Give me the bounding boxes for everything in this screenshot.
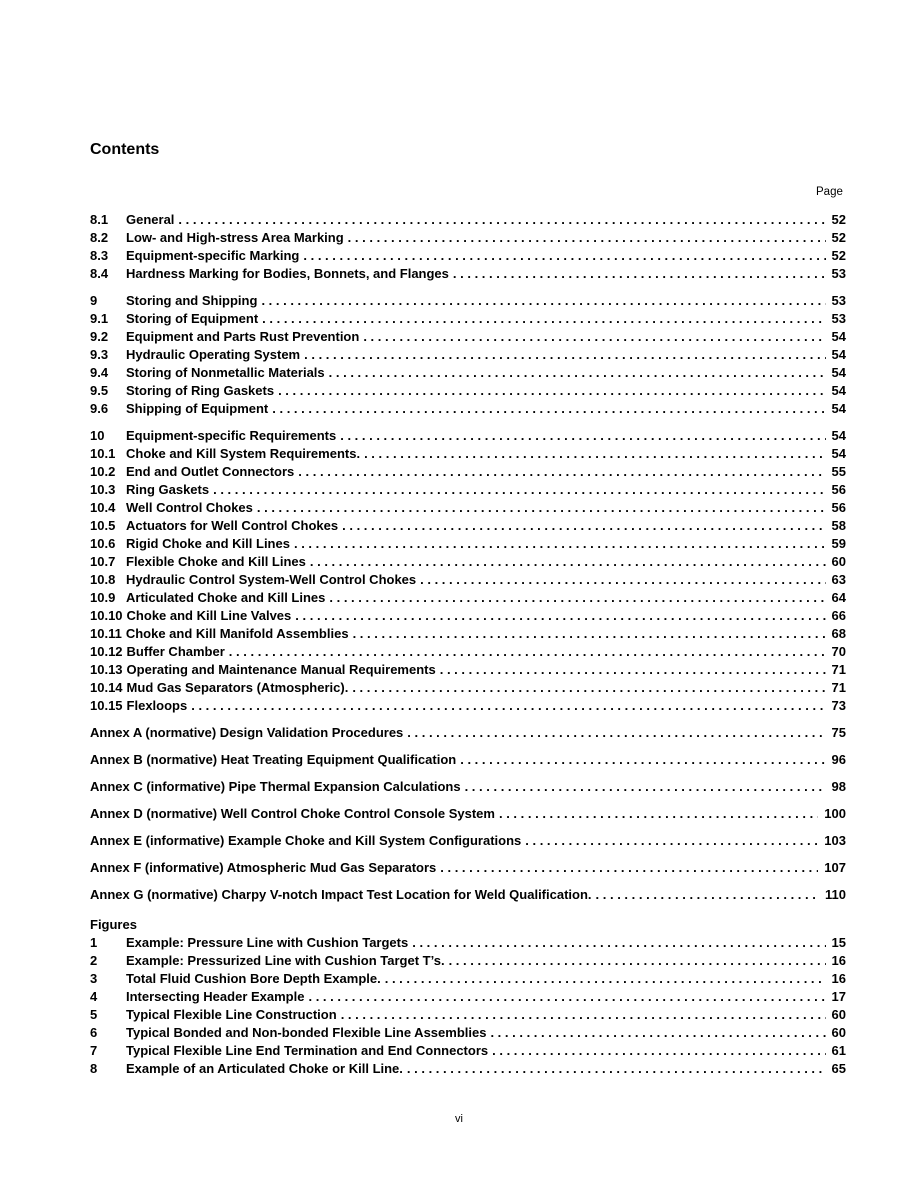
toc-entry[interactable] bbox=[90, 364, 846, 382]
toc-annex-entry[interactable] bbox=[90, 881, 846, 908]
toc-entry-title: Storing of Nonmetallic Materials bbox=[126, 365, 325, 380]
dot-leader bbox=[278, 382, 825, 400]
toc-entry-title: Typical Flexible Line End Termination and End Connectors bbox=[126, 1043, 489, 1058]
toc-entry-number: 10.4 bbox=[90, 500, 116, 515]
dot-leader bbox=[308, 988, 825, 1006]
toc-entry-number: 8.1 bbox=[90, 212, 109, 227]
toc-entry-title: Annex E (informative) Example Choke and Kill System Configurations bbox=[90, 833, 522, 848]
toc-entry-page: 59 bbox=[831, 536, 846, 551]
toc-entry-page: 68 bbox=[831, 626, 846, 641]
dot-leader bbox=[460, 746, 825, 773]
toc-entry-title: Hydraulic Control System-Well Control Chokes bbox=[126, 572, 417, 587]
dot-leader bbox=[453, 265, 826, 283]
toc-annex-entry[interactable] bbox=[90, 854, 846, 881]
toc-entry[interactable] bbox=[90, 382, 846, 400]
toc-entry[interactable] bbox=[90, 400, 846, 418]
toc-entry[interactable] bbox=[90, 247, 846, 265]
toc-entry-page: 61 bbox=[831, 1043, 846, 1058]
toc-entry-page: 56 bbox=[831, 500, 846, 515]
toc-entry-page: 100 bbox=[824, 806, 846, 821]
toc-entry-title: Storing of Ring Gaskets bbox=[126, 383, 275, 398]
toc-entry-title: Hardness Marking for Bodies, Bonnets, and Flanges bbox=[126, 266, 449, 281]
toc-entry-number: 10.14 bbox=[90, 680, 123, 695]
toc-entry-title: Equipment-specific Requirements bbox=[126, 428, 337, 443]
toc-entry-page: 17 bbox=[831, 989, 846, 1004]
toc-entry-number: 10.2 bbox=[90, 464, 116, 479]
toc-entry-number: 8.2 bbox=[90, 230, 109, 245]
toc-entry-number: 9.4 bbox=[90, 365, 109, 380]
toc-entry-page: 65 bbox=[831, 1061, 846, 1076]
toc-entry-page: 55 bbox=[831, 464, 846, 479]
toc-entry[interactable] bbox=[90, 517, 846, 535]
toc-entry-page: 54 bbox=[831, 365, 846, 380]
toc-entry-number: 10.5 bbox=[90, 518, 116, 533]
dot-leader bbox=[499, 800, 818, 827]
toc-entry-title: Annex F (informative) Atmospheric Mud Gas Separators bbox=[90, 860, 437, 875]
dot-leader bbox=[178, 211, 825, 229]
toc-entry-number: 10.7 bbox=[90, 554, 116, 569]
dot-leader bbox=[352, 679, 825, 697]
toc-entry-number: 9 bbox=[90, 293, 98, 308]
toc-entry-title: Well Control Chokes bbox=[126, 500, 253, 515]
toc-list bbox=[90, 211, 846, 1078]
dot-leader bbox=[407, 719, 825, 746]
toc-entry-title: Flexible Choke and Kill Lines bbox=[126, 554, 306, 569]
toc-entry-page: 54 bbox=[831, 347, 846, 362]
toc-entry-page: 54 bbox=[831, 329, 846, 344]
dot-leader bbox=[525, 827, 818, 854]
toc-entry-number: 2 bbox=[90, 953, 98, 968]
dot-leader bbox=[492, 1042, 825, 1060]
toc-entry-page: 71 bbox=[831, 662, 846, 677]
toc-entry-number: 10.10 bbox=[90, 608, 123, 623]
toc-entry-title: Flexloops bbox=[126, 698, 188, 713]
toc-entry-page: 16 bbox=[831, 971, 846, 986]
toc-entry-number: 10.3 bbox=[90, 482, 116, 497]
toc-entry[interactable] bbox=[90, 589, 846, 607]
toc-entry[interactable] bbox=[90, 310, 846, 328]
dot-leader bbox=[191, 697, 825, 715]
toc-entry[interactable] bbox=[90, 463, 846, 481]
toc-entry-page: 63 bbox=[831, 572, 846, 587]
toc-entry[interactable] bbox=[90, 346, 846, 364]
dot-leader bbox=[213, 481, 825, 499]
toc-entry-title: Annex C (informative) Pipe Thermal Expansion Calculations bbox=[90, 779, 461, 794]
dot-leader bbox=[310, 553, 826, 571]
toc-entry-page: 75 bbox=[831, 725, 846, 740]
toc-entry-page: 58 bbox=[831, 518, 846, 533]
toc-entry-page: 16 bbox=[831, 953, 846, 968]
dot-leader bbox=[465, 773, 826, 800]
toc-entry-title: Choke and Kill Manifold Assemblies bbox=[125, 626, 349, 641]
toc-entry-page: 53 bbox=[831, 293, 846, 308]
dot-leader bbox=[440, 661, 826, 679]
toc-figure-entry[interactable] bbox=[90, 1024, 846, 1042]
toc-entry-number: 9.6 bbox=[90, 401, 109, 416]
toc-entry[interactable] bbox=[90, 499, 846, 517]
toc-entry[interactable] bbox=[90, 328, 846, 346]
dot-leader bbox=[449, 952, 826, 970]
toc-entry-title: Intersecting Header Example bbox=[126, 989, 305, 1004]
toc-figure-entry[interactable] bbox=[90, 988, 846, 1006]
toc-entry-number: 10.9 bbox=[90, 590, 116, 605]
dot-leader bbox=[490, 1024, 825, 1042]
toc-entry-title: Choke and Kill System Requirements. bbox=[126, 446, 361, 461]
toc-entry-title: Storing and Shipping bbox=[126, 293, 258, 308]
toc-entry-number: 10.15 bbox=[90, 698, 123, 713]
toc-entry-number: 9.5 bbox=[90, 383, 109, 398]
dot-leader bbox=[329, 364, 826, 382]
toc-annex-entry[interactable] bbox=[90, 827, 846, 854]
toc-entry-title: Example of an Articulated Choke or Kill Line. bbox=[126, 1061, 403, 1076]
toc-entry[interactable] bbox=[90, 661, 846, 679]
toc-annex-entry[interactable] bbox=[90, 800, 846, 827]
toc-entry-title: Choke and Kill Line Valves bbox=[126, 608, 292, 623]
toc-entry-number: 10.12 bbox=[90, 644, 123, 659]
dot-leader bbox=[340, 427, 825, 445]
toc-entry[interactable] bbox=[90, 643, 846, 661]
toc-entry-title: Total Fluid Cushion Bore Depth Example. bbox=[126, 971, 381, 986]
dot-leader bbox=[363, 328, 825, 346]
dot-leader bbox=[420, 571, 825, 589]
toc-entry-page: 15 bbox=[831, 935, 846, 950]
toc-entry-page: 54 bbox=[831, 383, 846, 398]
toc-entry-number: 9.2 bbox=[90, 329, 109, 344]
dot-leader bbox=[257, 499, 826, 517]
toc-entry-number: 10 bbox=[90, 428, 105, 443]
toc-entry[interactable] bbox=[90, 697, 846, 715]
dot-leader bbox=[262, 310, 825, 328]
toc-entry-page: 53 bbox=[831, 311, 846, 326]
toc-entry-number: 8.3 bbox=[90, 248, 109, 263]
toc-figure-entry[interactable] bbox=[90, 1060, 846, 1078]
toc-entry-number: 1 bbox=[90, 935, 98, 950]
toc-entry[interactable] bbox=[90, 229, 846, 247]
dot-leader bbox=[342, 517, 825, 535]
toc-entry[interactable] bbox=[90, 445, 846, 463]
dot-leader bbox=[353, 625, 826, 643]
toc-annex-entry[interactable] bbox=[90, 719, 846, 746]
toc-entry-page: 70 bbox=[831, 644, 846, 659]
dot-leader bbox=[329, 589, 825, 607]
toc-entry[interactable] bbox=[90, 553, 846, 571]
toc-entry-page: 98 bbox=[831, 779, 846, 794]
toc-entry[interactable] bbox=[90, 679, 846, 697]
toc-entry-title: Operating and Maintenance Manual Requirements bbox=[126, 662, 436, 677]
dot-leader bbox=[341, 1006, 826, 1024]
dot-leader bbox=[304, 346, 825, 364]
toc-entry-number: 10.8 bbox=[90, 572, 116, 587]
toc-entry[interactable] bbox=[90, 571, 846, 589]
toc-entry-number: 9.1 bbox=[90, 311, 109, 326]
toc-entry-page: 66 bbox=[831, 608, 846, 623]
dot-leader bbox=[407, 1060, 826, 1078]
toc-entry-title: Low- and High-stress Area Marking bbox=[126, 230, 344, 245]
toc-entry[interactable] bbox=[90, 211, 846, 229]
toc-entry-page: 60 bbox=[831, 554, 846, 569]
toc-entry[interactable] bbox=[90, 625, 846, 643]
dot-leader bbox=[261, 292, 825, 310]
toc-entry[interactable] bbox=[90, 292, 846, 310]
dot-leader bbox=[303, 247, 825, 265]
toc-entry-page: 73 bbox=[831, 698, 846, 713]
toc-entry-page: 110 bbox=[825, 887, 846, 902]
toc-figure-entry[interactable] bbox=[90, 952, 846, 970]
toc-entry-number: 5 bbox=[90, 1007, 98, 1022]
dot-leader bbox=[440, 854, 818, 881]
dot-leader bbox=[229, 643, 826, 661]
toc-entry-title: Typical Bonded and Non-bonded Flexible Line Assemblies bbox=[126, 1025, 487, 1040]
toc-entry-number: 8 bbox=[90, 1061, 98, 1076]
toc-annex-entry[interactable] bbox=[90, 746, 846, 773]
toc-entry-page: 52 bbox=[831, 212, 846, 227]
toc-entry-number: 3 bbox=[90, 971, 98, 986]
toc-entry-page: 54 bbox=[831, 428, 846, 443]
toc-entry-title: Ring Gaskets bbox=[126, 482, 210, 497]
toc-entry[interactable] bbox=[90, 607, 846, 625]
dot-leader bbox=[294, 535, 826, 553]
dot-leader bbox=[412, 934, 825, 952]
toc-entry-page: 56 bbox=[831, 482, 846, 497]
dot-leader bbox=[348, 229, 826, 247]
page-title: Contents bbox=[90, 141, 160, 158]
toc-entry[interactable] bbox=[90, 481, 846, 499]
figures-heading: Figures bbox=[90, 917, 137, 932]
dot-leader bbox=[596, 881, 819, 908]
dot-leader bbox=[385, 970, 826, 988]
toc-entry-number: 8.4 bbox=[90, 266, 109, 281]
toc-entry-title: Example: Pressurized Line with Cushion Target T’s. bbox=[126, 953, 445, 968]
toc-entry-page: 60 bbox=[831, 1007, 846, 1022]
page-column-label: Page bbox=[816, 186, 843, 198]
toc-entry-title: Example: Pressure Line with Cushion Targets bbox=[126, 935, 409, 950]
toc-entry-page: 52 bbox=[831, 230, 846, 245]
toc-entry-title: Annex A (normative) Design Validation Procedures bbox=[90, 725, 404, 740]
toc-figure-entry[interactable] bbox=[90, 1006, 846, 1024]
toc-entry-title: Rigid Choke and Kill Lines bbox=[126, 536, 290, 551]
toc-entry-page: 71 bbox=[831, 680, 846, 695]
toc-entry-title: Shipping of Equipment bbox=[126, 401, 269, 416]
toc-entry-page: 107 bbox=[824, 860, 846, 875]
toc-annex-entry[interactable] bbox=[90, 773, 846, 800]
toc-entry-title: Storing of Equipment bbox=[126, 311, 259, 326]
toc-entry-number: 10.6 bbox=[90, 536, 116, 551]
toc-entry[interactable] bbox=[90, 427, 846, 445]
toc-entry-title: Annex D (normative) Well Control Choke Control Console System bbox=[90, 806, 495, 821]
toc-entry-page: 54 bbox=[831, 401, 846, 416]
page-number-footer: vi bbox=[455, 1113, 463, 1125]
toc-entry-title: End and Outlet Connectors bbox=[126, 464, 295, 479]
toc-entry-title: Articulated Choke and Kill Lines bbox=[126, 590, 326, 605]
toc-entry-page: 52 bbox=[831, 248, 846, 263]
toc-entry-number: 7 bbox=[90, 1043, 98, 1058]
toc-figure-entry[interactable] bbox=[90, 1042, 846, 1060]
toc-entry-title: Typical Flexible Line Construction bbox=[126, 1007, 337, 1022]
toc-entry-number: 10.11 bbox=[90, 626, 122, 641]
dot-leader bbox=[364, 445, 825, 463]
toc-entry-page: 60 bbox=[831, 1025, 846, 1040]
dot-leader bbox=[272, 400, 825, 418]
toc-entry-number: 4 bbox=[90, 989, 98, 1004]
toc-entry-number: 10.1 bbox=[90, 446, 116, 461]
toc-entry-page: 103 bbox=[824, 833, 846, 848]
dot-leader bbox=[295, 607, 825, 625]
toc-entry-title: Annex G (normative) Charpy V-notch Impact Test Location for Weld Qualification. bbox=[90, 887, 592, 902]
toc-entry-title: Buffer Chamber bbox=[126, 644, 225, 659]
toc-entry-title: Hydraulic Operating System bbox=[126, 347, 301, 362]
toc-figure-entry[interactable] bbox=[90, 934, 846, 952]
toc-entry-number: 10.13 bbox=[90, 662, 123, 677]
toc-figure-entry[interactable] bbox=[90, 970, 846, 988]
toc-entry-page: 53 bbox=[831, 266, 846, 281]
toc-entry-title: Equipment and Parts Rust Prevention bbox=[126, 329, 360, 344]
toc-entry-title: Actuators for Well Control Chokes bbox=[126, 518, 339, 533]
toc-entry-page: 54 bbox=[831, 446, 846, 461]
toc-entry-number: 9.3 bbox=[90, 347, 109, 362]
toc-entry-title: Annex B (normative) Heat Treating Equipment Qualification bbox=[90, 752, 457, 767]
dot-leader bbox=[298, 463, 825, 481]
toc-entry-title: General bbox=[126, 212, 175, 227]
toc-entry-page: 64 bbox=[831, 590, 846, 605]
toc-entry[interactable] bbox=[90, 535, 846, 553]
toc-entry-title: Mud Gas Separators (Atmospheric). bbox=[126, 680, 349, 695]
toc-entry[interactable] bbox=[90, 265, 846, 283]
toc-entry-page: 96 bbox=[831, 752, 846, 767]
toc-entry-number: 6 bbox=[90, 1025, 98, 1040]
toc-entry-title: Equipment-specific Marking bbox=[126, 248, 300, 263]
